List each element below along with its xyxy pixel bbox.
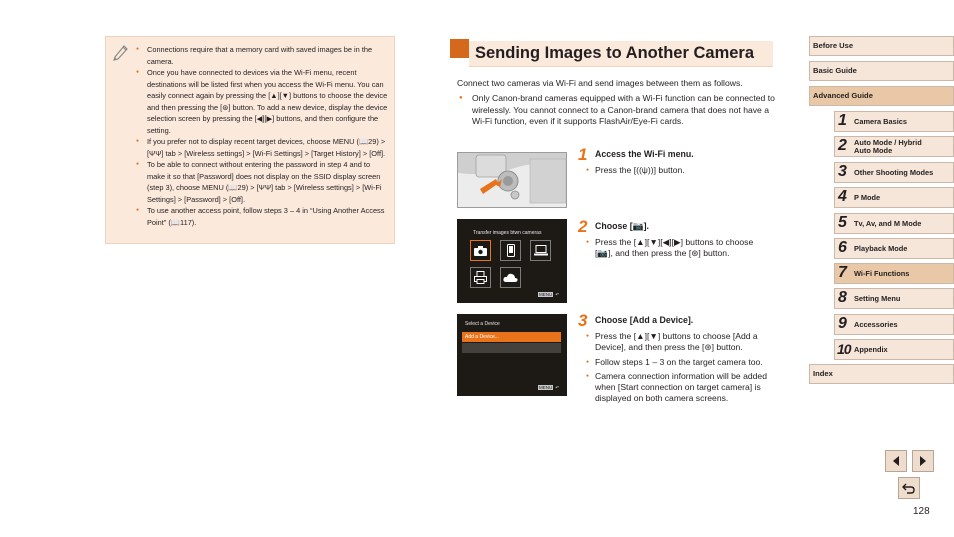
nav-chapter-7[interactable] [834, 263, 954, 284]
step-number: 3 [578, 311, 588, 330]
chapter-number: 3 [838, 163, 847, 180]
note-item: ● Connections require that a memory card with saved images be in the camera. [136, 44, 388, 67]
step-bullets [586, 237, 771, 263]
screen-title: Select a Device [465, 321, 500, 327]
step-bullet: ● Press the [▲][▼][◀][▶] buttons to choose [📷], and then press the [⊛] button. [586, 237, 771, 260]
note-box [105, 36, 395, 244]
add-device-row: Add a Device... [462, 332, 561, 342]
nav-chapter-6[interactable] [834, 238, 954, 259]
intro-text: Connect two cameras via Wi-Fi and send images between them as follows. [457, 78, 743, 88]
tile-printer [470, 267, 491, 288]
chapter-number: 10 [837, 341, 851, 357]
return-button[interactable] [898, 477, 920, 499]
chapter-number: 7 [838, 264, 847, 281]
chapter-label: Playback Mode [854, 243, 908, 253]
next-page-button[interactable] [912, 450, 934, 472]
nav-chapter-9[interactable] [834, 314, 954, 335]
return-arrow-icon [902, 481, 916, 495]
step-bullet: ● Press the [▲][▼] buttons to choose [Add a Device], and then press the [⊛] button. [586, 331, 771, 354]
arrow-left-icon [890, 455, 902, 467]
page-number: 128 [913, 506, 930, 517]
camera-screen-select-device [457, 314, 567, 396]
chapter-number: 1 [838, 112, 847, 129]
step-number: 2 [578, 217, 588, 236]
step-title: Access the Wi-Fi menu. [595, 149, 694, 159]
chapter-label: Accessories [854, 319, 898, 329]
step-bullets [586, 331, 771, 408]
chapter-label: Auto Mode / Hybrid Auto Mode [854, 137, 922, 155]
chapter-number: 6 [838, 239, 847, 256]
step-title: Choose [Add a Device]. [595, 315, 694, 325]
step-title: Choose [📷]. [595, 221, 649, 231]
chapter-label: Tv, Av, and M Mode [854, 218, 922, 228]
camera-icon [474, 246, 487, 256]
nav-basic-guide[interactable]: Basic Guide [809, 61, 954, 81]
chapter-number: 8 [838, 289, 847, 306]
title-square [450, 39, 469, 58]
tile-web-service [500, 267, 521, 288]
tile-smartphone [500, 240, 521, 261]
step-bullets [586, 165, 771, 179]
computer-icon [534, 245, 548, 256]
nav-chapter-1[interactable] [834, 111, 954, 132]
printer-icon [474, 271, 487, 284]
pencil-note-icon [112, 43, 130, 61]
chapter-label: Other Shooting Modes [854, 167, 934, 177]
chapter-number: 5 [838, 214, 847, 231]
step-bullet: ● Camera connection information will be added when [Start connection on target camera] is displayed on both camera screens. [586, 371, 771, 405]
nav-chapter-5[interactable] [834, 213, 954, 234]
camera-photo [457, 152, 567, 208]
camera-body-icon [458, 153, 567, 208]
chapter-number: 4 [838, 188, 847, 205]
empty-device-row [462, 343, 561, 353]
chapter-label: Wi-Fi Functions [854, 268, 910, 278]
nav-chapter-10[interactable] [834, 339, 954, 360]
cloud-icon [503, 273, 518, 283]
nav-chapter-8[interactable] [834, 288, 954, 309]
camera-screen-transfer [457, 219, 567, 303]
note-item: ● To be able to connect without entering the password in step 4 and to make it so that [Password] does not display on the SSID display screen (step 3), choose MENU (📖29) > [ΨΨ] tab > [Wireless settings] > [Wi-Fi Settings] > [Password] > [Off]. [136, 159, 388, 205]
title-bar [469, 41, 773, 67]
note-item: ● If you prefer not to display recent target devices, choose MENU (📖29) > [ΨΨ] tab > [Wireless settings] > [Wi-Fi Settings] > [Target History] > [Off]. [136, 136, 388, 159]
nav-before-use[interactable]: Before Use [809, 36, 954, 56]
previous-page-button[interactable] [885, 450, 907, 472]
page-title: Sending Images to Another Camera [475, 44, 755, 62]
intro-bullet: ● Only Canon-brand cameras equipped with a Wi-Fi function can be connected to wirelessly. You cannot connect to a Canon-brand camera that does not have a Wi-Fi function, even if it supports FlashAir/Eye-Fi cards. [459, 93, 779, 128]
screen-title: Transfer images btwn cameras [473, 230, 542, 236]
menu-back-hint: MENU ↶ [538, 385, 559, 390]
chapter-number: 2 [838, 137, 847, 154]
step-bullet: ● Press the [((ψ))] button. [586, 165, 771, 176]
smartphone-icon [507, 244, 515, 257]
nav-chapter-4[interactable] [834, 187, 954, 208]
step-number: 1 [578, 145, 588, 164]
back-icon: ↶ [555, 292, 559, 297]
nav-advanced-guide[interactable]: Advanced Guide [809, 86, 954, 106]
nav-chapter-2[interactable] [834, 136, 954, 157]
back-icon: ↶ [555, 385, 559, 390]
tile-computer [530, 240, 551, 261]
arrow-right-icon [917, 455, 929, 467]
note-item: ● Once you have connected to devices via the Wi-Fi menu, recent destinations will be listed first when you access the Wi-Fi menu. You can easily connect again by pressing the [▲][▼] buttons to choose the device and then pressing the [⊛] button. To add a new device, display the device selection screen by pressing the [◀][▶] buttons, and then configure the setting. [136, 67, 388, 136]
chapter-number: 9 [838, 315, 847, 332]
chapter-label: P Mode [854, 192, 881, 202]
chapter-label: Camera Basics [854, 116, 908, 126]
note-item: ● To use another access point, follow steps 3 – 4 in “Using Another Access Point” (📖117). [136, 205, 388, 228]
nav-chapter-3[interactable] [834, 162, 954, 183]
step-bullet: ● Follow steps 1 – 3 on the target camera too. [586, 357, 771, 368]
note-list [136, 44, 388, 228]
tile-camera [470, 240, 491, 261]
menu-back-hint: MENU ↶ [538, 292, 559, 297]
chapter-label: Setting Menu [854, 293, 901, 303]
nav-index[interactable]: Index [809, 364, 954, 384]
chapter-label: Appendix [854, 344, 888, 354]
